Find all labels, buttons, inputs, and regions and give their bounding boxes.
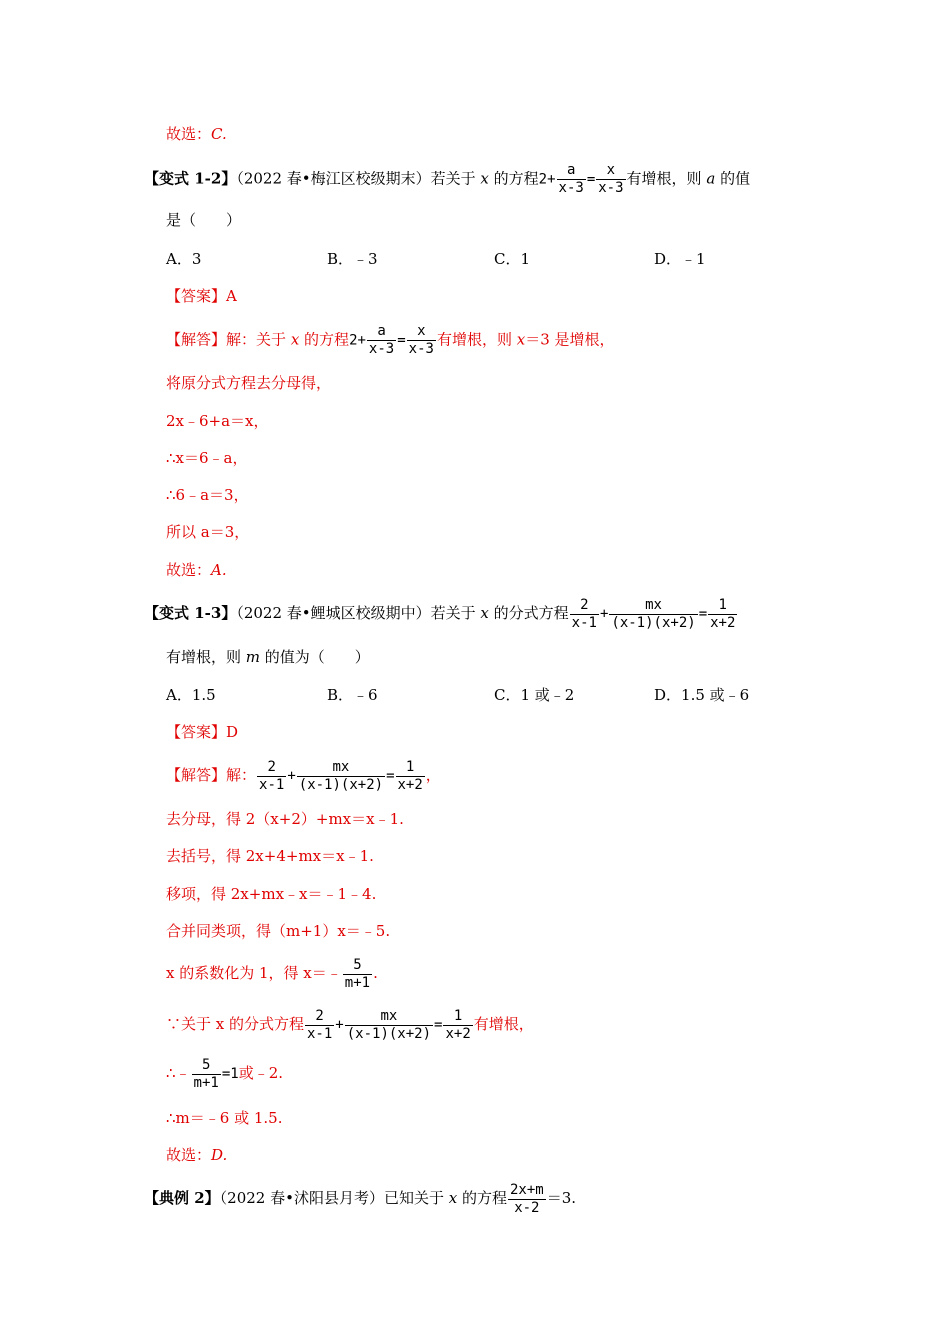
option-c-1-3: C．1 或﹣2 bbox=[494, 686, 575, 704]
option-b: B．﹣3 bbox=[327, 250, 378, 268]
fraction-2x-m-over-x-2: $\frac{2x+m}{x-2}$ bbox=[510, 1181, 544, 1216]
option-a: A．3 bbox=[166, 250, 202, 268]
variant-1-3-question-line2: 有增根，则 m 的值为（ ） bbox=[166, 648, 370, 666]
step-1-2-1: 将原分式方程去分母得， bbox=[166, 374, 332, 392]
sol-fraction-mx: $\frac{mx}{(x-1)(x+2)}$ bbox=[298, 758, 384, 793]
therefore-fraction-5-over-m-1: $\frac{5}{m+1}$ bbox=[193, 1056, 219, 1091]
step-1-2-5: 所以 a＝3， bbox=[166, 523, 250, 541]
step-1-2-3: ∴x＝6﹣a， bbox=[166, 449, 248, 467]
sol-fraction-a-over-x-3: $\frac{a}{x-3}$ bbox=[368, 323, 395, 357]
because-fraction-1-over-x-2: $\frac{1}{x+2}$ bbox=[445, 1007, 471, 1042]
answer-line-1-3: 【答案】D bbox=[166, 723, 239, 741]
fraction-2-over-x-1: $\frac{2}{x-1}$ bbox=[571, 596, 597, 631]
choose-line-c: 故选：C. bbox=[166, 125, 227, 143]
step-1-2-2: 2x﹣6+a＝x， bbox=[166, 412, 269, 430]
choose-line-d: 故选：D. bbox=[166, 1146, 228, 1164]
step-1-3-1: 去分母，得 2（x+2）+mx＝x﹣1. bbox=[166, 810, 404, 828]
sol-fraction-2-over-x-1: $\frac{2}{x-1}$ bbox=[259, 758, 285, 793]
step-1-2-4: ∴6﹣a＝3， bbox=[166, 486, 249, 504]
step-1-3-3: 移项，得 2x+mx﹣x＝﹣1﹣4. bbox=[166, 885, 377, 903]
fraction-5-over-m-1: $\frac{5}{m+1}$ bbox=[344, 956, 371, 991]
example-2-question: 【典例 2】（2022 春•沭阳县月考）已知关于 x 的方程 $\frac{2x+m}{x-2}$ ＝3. bbox=[144, 1181, 577, 1216]
answer-line-1-2: 【答案】A bbox=[166, 287, 237, 305]
solution-line-1-3: 【解答】解： $\frac{2}{x-1}$ + $\frac{mx}{(x-1)(x+2)}$ = $\frac{1}{x+2}$ ， bbox=[166, 758, 441, 793]
because-fraction-mx: $\frac{mx}{(x-1)(x+2)}$ bbox=[346, 1007, 432, 1042]
variant-1-3-question: 【变式 1-3】（2022 春•鲤城区校级期中）若关于 x 的分式方程 $\frac{2}{x-1}$ + $\frac{mx}{(x-1)(x+2)}$ = $\frac{1}{x+2}$ bbox=[144, 596, 736, 631]
option-d-1-3: D．1.5 或﹣6 bbox=[654, 686, 750, 704]
option-b-1-3: B．﹣6 bbox=[327, 686, 378, 704]
step-1-3-2: 去括号，得 2x+4+mx＝x﹣1. bbox=[166, 847, 374, 865]
option-c: C．1 bbox=[494, 250, 531, 268]
fraction-a-over-x-3: $\frac{a}{x-3}$ bbox=[558, 162, 584, 196]
therefore-line: ∴﹣ $\frac{5}{m+1}$ =1或﹣2. bbox=[166, 1056, 284, 1091]
option-d: D．﹣1 bbox=[654, 250, 706, 268]
sol-fraction-x-over-x-3: $\frac{x}{x-3}$ bbox=[408, 323, 434, 357]
coef-line: x 的系数化为 1，得 x＝﹣ $\frac{5}{m+1}$ . bbox=[166, 956, 378, 991]
because-fraction-2-over-x-1: $\frac{2}{x-1}$ bbox=[307, 1007, 333, 1042]
step-1-3-4: 合并同类项，得（m+1）x＝﹣5. bbox=[166, 922, 391, 940]
option-a-1-3: A．1.5 bbox=[166, 686, 216, 704]
variant-1-2-question-line2: 是（ ） bbox=[166, 211, 242, 229]
variant-1-2-question: 【变式 1-2】（2022 春•梅江区校级期末）若关于 x 的方程2+ $\frac{a}{x-3}$ = $\frac{x}{x-3}$ 有增根，则 a 的值 bbox=[144, 162, 751, 196]
fraction-1-over-x-2: $\frac{1}{x+2}$ bbox=[710, 596, 736, 631]
fraction-mx: $\frac{mx}{(x-1)(x+2)}$ bbox=[611, 596, 696, 631]
solution-line-1-2: 【解答】解：关于 x 的方程2+ $\frac{a}{x-3}$ = $\frac{x}{x-3}$ 有增根，则 x＝3 是增根， bbox=[166, 323, 615, 357]
result-line: ∴m＝﹣6 或 1.5. bbox=[166, 1109, 283, 1127]
fraction-x-over-x-3: $\frac{x}{x-3}$ bbox=[598, 162, 624, 196]
choose-line-a: 故选：A. bbox=[166, 561, 227, 579]
sol-fraction-1-over-x-2: $\frac{1}{x+2}$ bbox=[397, 758, 423, 793]
because-line: ∵关于 x 的分式方程 $\frac{2}{x-1}$ + $\frac{mx}{(x-1)(x+2)}$ = $\frac{1}{x+2}$ 有增根， bbox=[166, 1007, 534, 1042]
